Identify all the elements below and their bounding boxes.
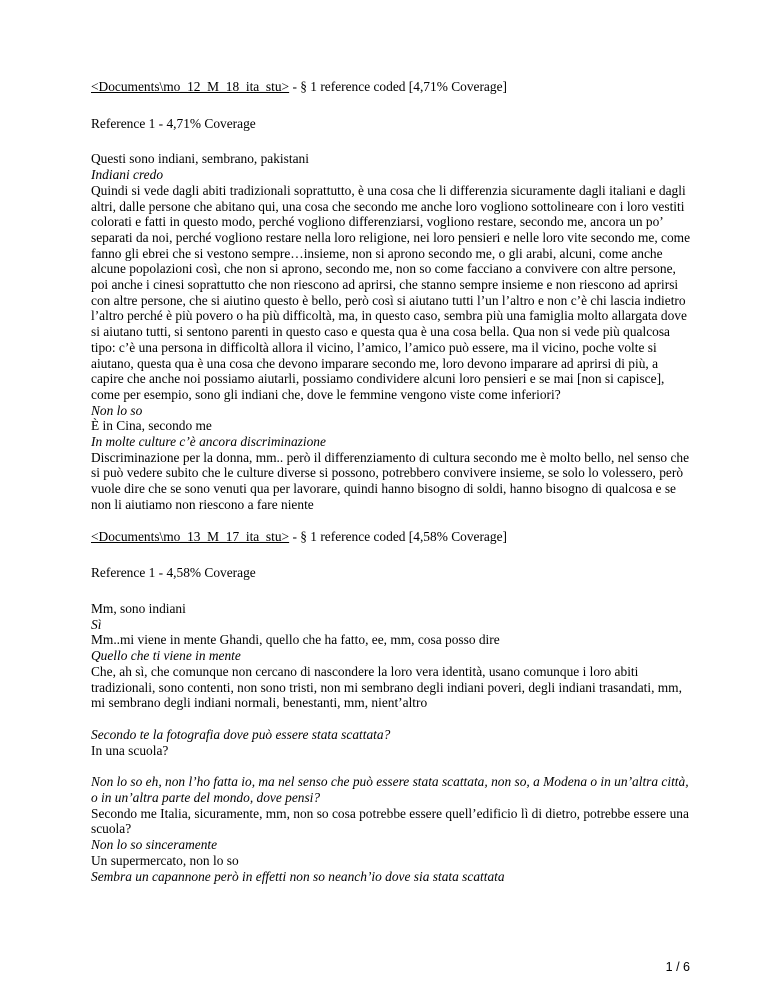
reference-heading-1: Reference 1 - 4,71% Coverage (91, 115, 256, 131)
source-meta-1: - § 1 reference coded [4,71% Coverage] (289, 79, 507, 94)
page-number: 1 / 6 (665, 960, 690, 974)
interviewer-line: Indiani credo (91, 167, 164, 183)
source-link-1[interactable]: <Documents\mo_12_M_18_ita_stu> (91, 79, 290, 94)
interviewer-line: Non lo so (91, 402, 143, 418)
source-meta-2: - § 1 reference coded [4,58% Coverage] (289, 528, 507, 544)
source-header-1 (91, 79, 691, 95)
transcript-line: Mm, sono indiani (91, 600, 186, 616)
transcript-line: Secondo me Italia, sicuramente, mm, non so cosa potrebbe essere quell’edificio lì di dietro, potrebbe essere una scuola? (91, 805, 689, 837)
reference-heading-2: Reference 1 - 4,58% Coverage (91, 565, 256, 581)
transcript-line: In una scuola? (91, 742, 169, 758)
transcript-line: È in Cina, secondo me (91, 418, 212, 434)
document-content (91, 79, 691, 884)
transcript-line: Un supermercato, non lo so (91, 852, 239, 868)
interviewer-line: Sembra un capannone però in effetti non so neanch’io dove sia stata scattata (91, 868, 505, 884)
interviewer-line: Quello che ti viene in mente (91, 648, 241, 664)
interviewer-line: Secondo te la fotografia dove può essere stata scattata? (91, 726, 391, 742)
interviewer-line: Sì (91, 616, 102, 632)
transcript-line: Mm..mi viene in mente Ghandi, quello che ha fatto, ee, mm, cosa posso dire (91, 632, 500, 648)
transcript-line: Che, ah sì, che comunque non cercano di nascondere la loro vera identità, usano comunque i loro abiti tradizionali, sono contenti, non sono tristi, non mi sembrano degli indiani poveri, degli indiani trasandati, mm, mi sembrano degli indiani normali, benestanti, mm, nient’altro (91, 663, 682, 711)
source-link-2[interactable]: <Documents\mo_13_M_17_ita_stu> (91, 528, 290, 544)
transcript-line: Quindi si vede dagli abiti tradizionali soprattutto, è una cosa che li differenzia sicuramente dagli italiani e dagli altri, dalle persone che abitano qui, una cosa che secondo me anche loro vogliono sottolineare con i loro vestiti colorati e fatti in questo modo, perché vogliono differenziarsi, vogliono restare, secondo me, ancora un po’ separati da noi, perché vogliono restare nella loro religione, nei loro pensieri e nelle loro vite secondo me, come fanno gli ebrei che si vestono sempre…insieme, non si aprono secondo me, o gli arabi, alcuni, come anche alcune popolazioni così, che non si aprono, secondo me, non so come facciano a convivere con altre persone, poi anche i cinesi soprattutto che non riescono ad aprirsi, che stanno sempre insieme e non riescono ad aprirsi con altre persone, che si aiutino questo è bello, però così si aiutano tutti l’un l’altro e non c’è chi lascia indietro l’altro perché è più povero o ha più difficoltà, ma, in questo caso, sembra più una famiglia molto allargata dove si aiutano tutti, si sentono parenti in questo caso e questa qua è una cosa bella. Qua non si vede più qualcosa tipo: c’è una persona in difficoltà allora il vicino, l’amico, l’amico può essere, ma il vicino, poche volte si aiutano, questa qua è una cosa che devono imparare secondo me, loro devono imparare ad aprirsi di più, a capire che anche noi possiamo aiutarli, possiamo condividere alcuni loro pensieri e se mai [non si capisce], come per esempio, sono gli indiani che, dove le femmine vengono viste come inferiori? (91, 182, 691, 402)
source-header-2 (91, 529, 691, 545)
transcript-line: Questi sono indiani, sembrano, pakistani (91, 151, 309, 167)
transcript-block-1 (91, 151, 691, 512)
transcript-block-4 (91, 774, 691, 884)
interviewer-line: Non lo so sinceramente (91, 837, 218, 853)
interviewer-line: Non lo so eh, non l’ho fatta io, ma nel senso che può essere stata scattata, non so, a Modena o in un’altra città, o in un’altra parte del mondo, dove pensi? (91, 774, 689, 806)
transcript-block-3 (91, 727, 691, 758)
transcript-line: Discriminazione per la donna, mm.. però il differenziamento di cultura secondo me è molto bello, nel senso che si può vedere subito che le culture diverse si possono, potrebbero convivere insieme, se solo lo volessero, però vuole dire che se sono venuti qua per lavorare, quindi hanno bisogno di soldi, hanno bisogno di qualcosa e se non li aiutiamo non riescono a fare niente (91, 449, 690, 512)
interviewer-line: In molte culture c’è ancora discriminazione (91, 434, 326, 450)
transcript-block-2 (91, 601, 691, 711)
